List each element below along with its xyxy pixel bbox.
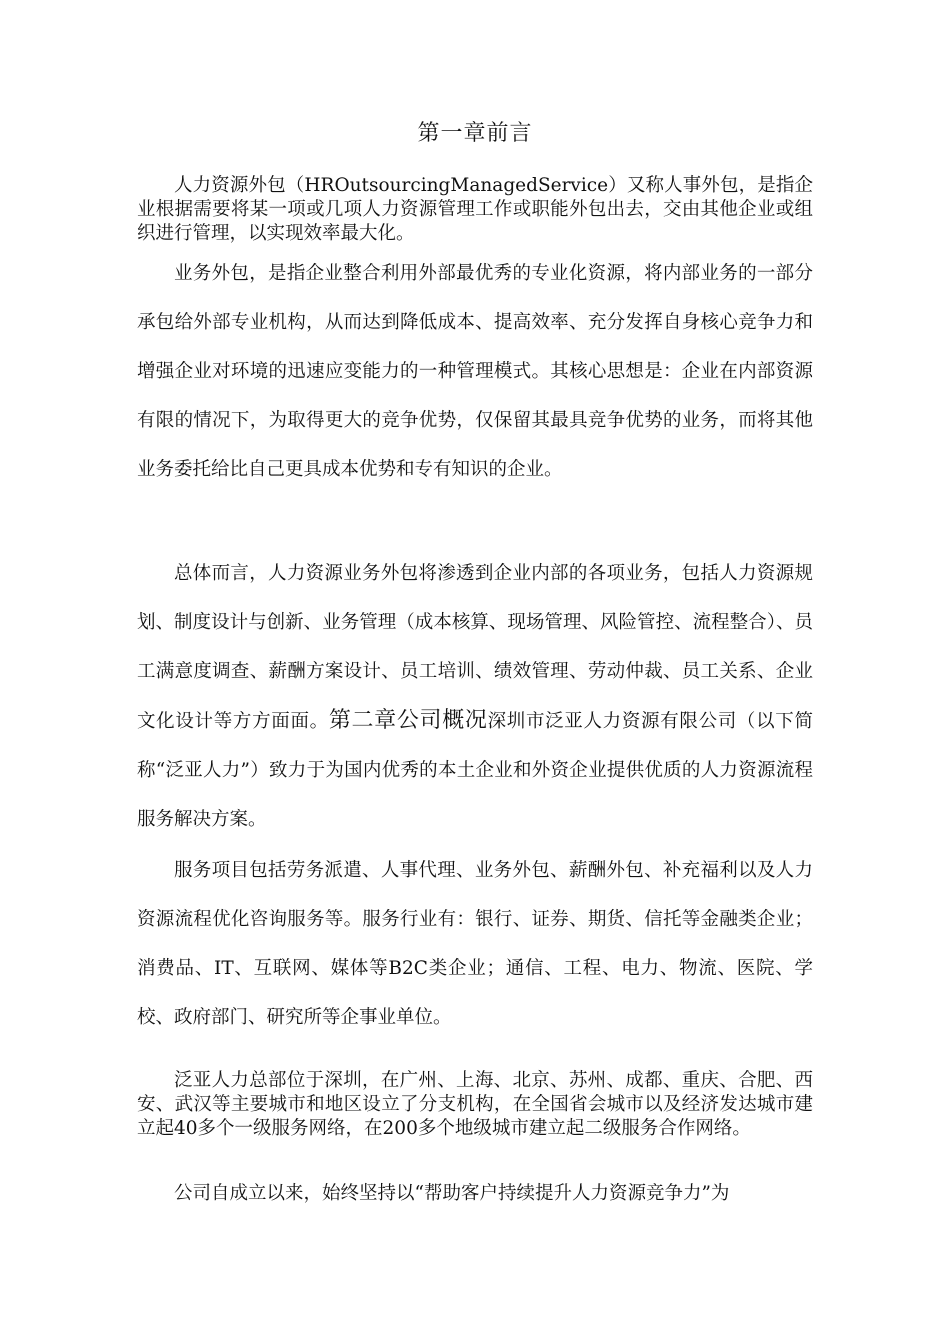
paragraph-mission: 公司自成立以来，始终坚持以“帮助客户持续提升人力资源竞争力”为	[174, 1183, 730, 1204]
paragraph-hr-outsourcing-definition: 人力资源外包（HROutsourcingManagedService）又称人事外包，是指企业根据需要将某一项或几项人力资源管理工作或职能外包出去，交由其他企业或组织进行管理，以实现效率最大化。	[137, 175, 813, 244]
paragraph-network: 泛亚人力总部位于深圳，在广州、上海、北京、苏州、成都、重庆、合肥、西安、武汉等主要城市和地区设立了分支机构，在全国省会城市以及经济发达城市建立起40多个一级服务网络，在200多个地级城市建立起二级服务合作网络。	[137, 1070, 813, 1139]
paragraph-overall-scope-text: 总体而言，人力资源业务外包将渗透到企业内部的各项业务，包括人力资源规划、制度设计与创新、业务管理（成本核算、现场管理、风险管控、流程整合）、员工满意度调查、薪酬方案设计、员工培训、绩效管理、劳动仲裁、员工关系、企业文化设计等方方面面。	[137, 563, 813, 732]
chapter-1-title: 第一章前言	[417, 121, 533, 146]
chapter-2-title: 第二章公司概况	[328, 708, 488, 733]
paragraph-services: 服务项目包括劳务派遣、人事代理、业务外包、薪酬外包、补充福利以及人力资源流程优化咨询服务等。服务行业有：银行、证券、期货、信托等金融类企业；消费品、IT、互联网、媒体等B2C类企业；通信、工程、电力、物流、医院、学校、政府部门、研究所等企事业单位。	[137, 860, 813, 1028]
company-intro-text: 深圳市泛亚人力资源有限公司（以下简称“泛亚人力”）致力于为国内优秀的本土企业和外资企业提供优质的人力资源流程服务解决方案。	[137, 711, 813, 830]
paragraph-business-outsourcing: 业务外包，是指企业整合利用外部最优秀的专业化资源，将内部业务的一部分承包给外部专业机构，从而达到降低成本、提高效率、充分发挥自身核心竞争力和增强企业对环境的迅速应变能力的一种管理模式。其核心思想是：企业在内部资源有限的情况下，为取得更大的竞争优势，仅保留其最具竞争优势的业务，而将其他业务委托给比自己更具成本优势和专有知识的企业。	[137, 263, 813, 480]
paragraph-overall-scope	[137, 549, 813, 844]
